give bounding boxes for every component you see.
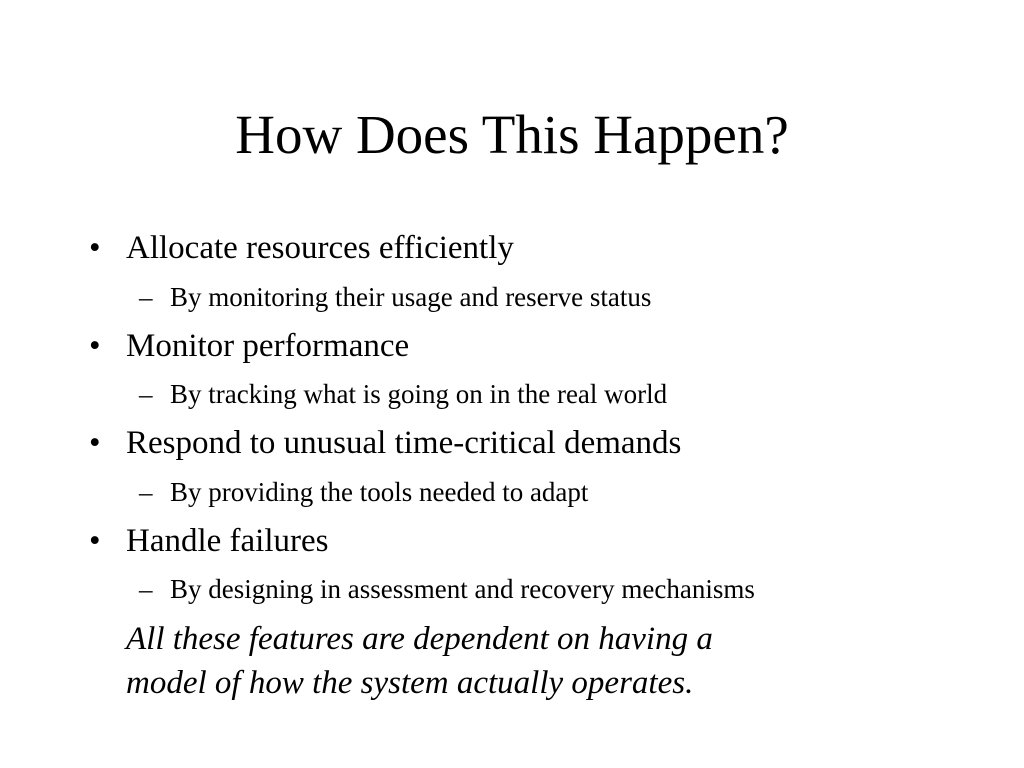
- bullet-text: Monitor performance: [126, 328, 410, 364]
- bullet-marker: •: [89, 425, 101, 461]
- bullet-marker: •: [89, 328, 101, 364]
- bullet-item: [89, 423, 682, 463]
- sub-bullet-marker: –: [139, 379, 153, 409]
- sub-bullet-marker: –: [139, 574, 153, 604]
- sub-bullet-item: [139, 280, 652, 314]
- bullet-marker: •: [89, 523, 101, 559]
- bullet-item: [89, 521, 329, 561]
- sub-bullet-item: [139, 475, 589, 509]
- bullet-marker: •: [89, 230, 101, 266]
- sub-bullet-text: By monitoring their usage and reserve status: [170, 282, 652, 312]
- sub-bullet-item: [139, 377, 668, 411]
- sub-bullet-text: By designing in assessment and recovery mechanisms: [170, 574, 755, 604]
- bullet-text: Allocate resources efficiently: [126, 230, 514, 266]
- sub-bullet-marker: –: [139, 282, 153, 312]
- bullet-text: Handle failures: [126, 523, 329, 559]
- note-line-2: model of how the system actually operates.: [126, 665, 694, 701]
- sub-bullet-marker: –: [139, 477, 153, 507]
- sub-bullet-text: By providing the tools needed to adapt: [170, 477, 589, 507]
- bullet-text: Respond to unusual time-critical demands: [126, 425, 682, 461]
- slide-title: How Does This Happen?: [235, 104, 789, 165]
- sub-bullet-text: By tracking what is going on in the real world: [170, 379, 668, 409]
- note-line-1: All these features are dependent on having a: [126, 621, 713, 657]
- bullet-item: [89, 228, 514, 268]
- bullet-item: [89, 326, 410, 366]
- sub-bullet-item: [139, 572, 755, 606]
